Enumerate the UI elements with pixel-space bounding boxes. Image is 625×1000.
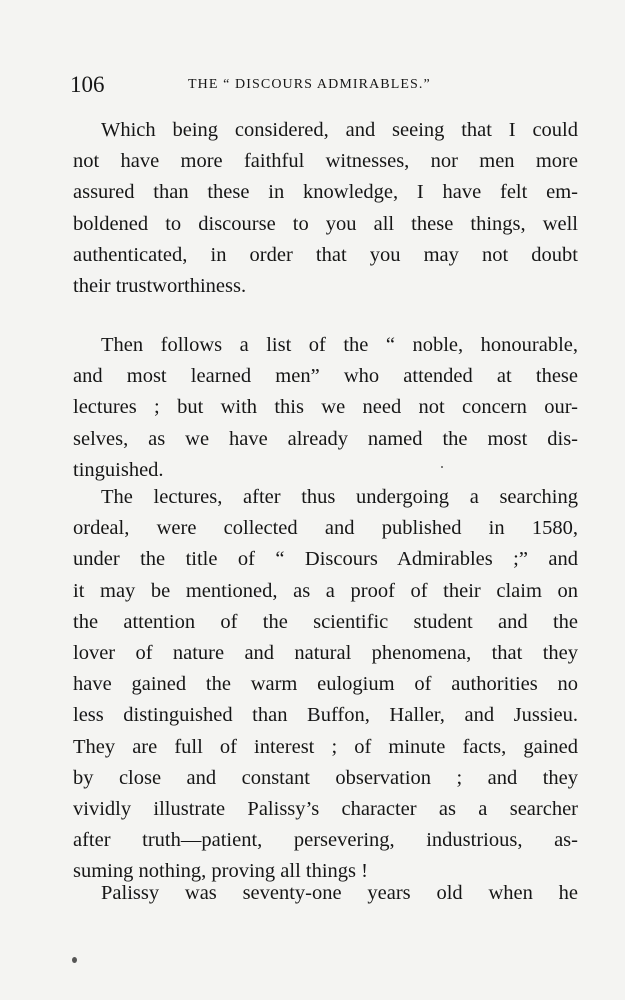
- text-line: Palissy was seventy-one years old when he: [101, 882, 578, 904]
- text-line: after truth—patient, persevering, industrious, as-: [73, 829, 578, 852]
- scan-speck: [441, 466, 443, 468]
- text-line: have gained the warm eulogium of authorities no: [73, 673, 578, 696]
- text-line: The lectures, after thus undergoing a searching: [101, 486, 578, 508]
- text-line: less distinguished than Buffon, Haller, and Jussieu.: [73, 704, 578, 727]
- text-line: Which being considered, and seeing that I could: [101, 119, 578, 141]
- scan-speck: [72, 957, 77, 963]
- text-line: and most learned men” who attended at these: [73, 365, 578, 388]
- text-line: not have more faithful witnesses, nor men more: [73, 150, 578, 173]
- page-header: [70, 72, 578, 100]
- text-line: suming nothing, proving all things !: [73, 860, 368, 883]
- text-line: They are full of interest ; of minute facts, gained: [73, 735, 578, 758]
- text-line: Then follows a list of the “ noble, honourable,: [101, 334, 578, 356]
- text-line: authenticated, in order that you may not doubt: [73, 243, 578, 266]
- running-title: THE “ DISCOURS ADMIRABLES.”: [188, 77, 431, 92]
- text-line: the attention of the scientific student and the: [73, 610, 578, 633]
- paragraph-lectures: [73, 482, 578, 887]
- text-line: selves, as we have already named the most dis-: [73, 427, 578, 450]
- text-line: ordeal, were collected and published in 1580,: [73, 517, 578, 540]
- text-line: lectures ; but with this we need not concern our-: [73, 396, 578, 419]
- text-line: their trustworthiness.: [73, 274, 247, 297]
- page-number: 106: [70, 72, 105, 97]
- text-line: boldened to discourse to you all these things, well: [73, 212, 578, 235]
- paragraph-quote: [73, 115, 578, 302]
- text-line: assured than these in knowledge, I have felt em-: [73, 181, 578, 204]
- paragraph-palissy-age: [73, 878, 578, 909]
- text-line: it may be mentioned, as a proof of their claim on: [73, 579, 578, 602]
- text-line: by close and constant observation ; and they: [73, 766, 578, 789]
- text-line: under the title of “ Discours Admirables ;” and: [73, 548, 578, 571]
- text-line: lover of nature and natural phenomena, that they: [73, 641, 578, 664]
- text-line: vividly illustrate Palissy’s character as a searcher: [73, 797, 578, 820]
- paragraph-list-of-attendees: [73, 330, 578, 486]
- text-line: tinguished.: [73, 458, 164, 481]
